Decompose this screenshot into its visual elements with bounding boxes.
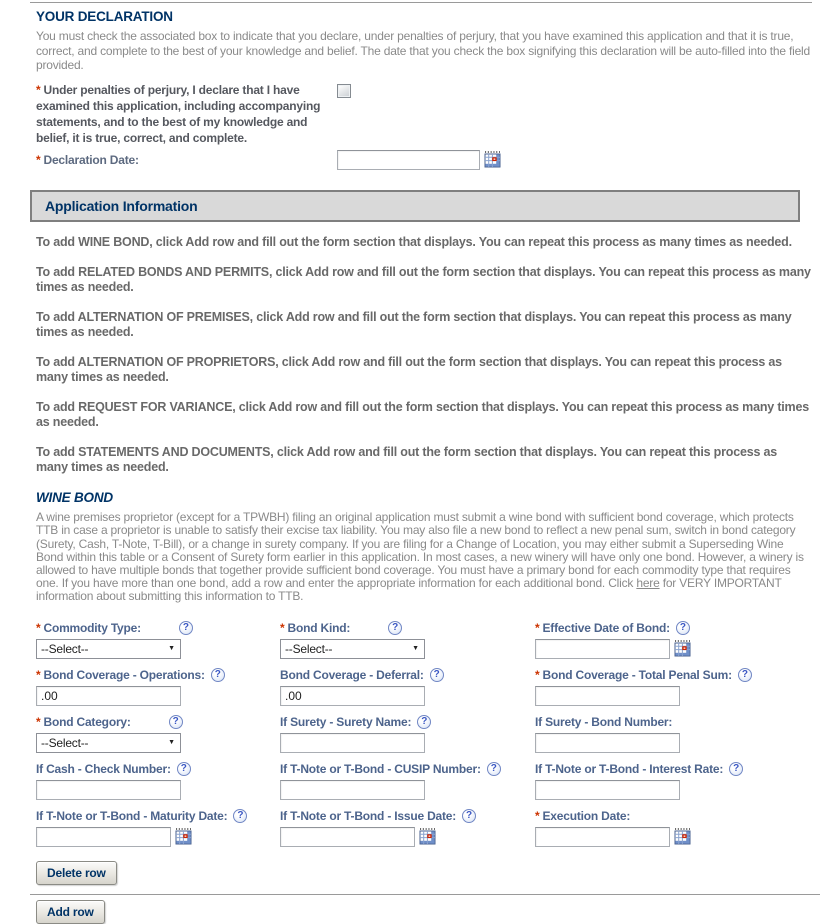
- field-label-text: Bond Category:: [43, 714, 131, 729]
- calendar-icon[interactable]: [674, 828, 691, 845]
- help-icon[interactable]: ?: [729, 762, 743, 776]
- help-icon[interactable]: ?: [417, 715, 431, 729]
- field-label: [535, 761, 812, 777]
- field-label-text: Bond Coverage - Total Penal Sum:: [542, 667, 732, 682]
- perjury-row: [36, 82, 812, 147]
- help-icon[interactable]: ?: [179, 621, 193, 635]
- perjury-label-text: Under penalties of perjury, I declare that I have examined this application, including accompanying statements, and to the best of my knowledge and belief, it is true, correct, and complete.: [36, 82, 321, 146]
- description-text: for VERY IMPORTANT information about submitting this information to TTB.: [36, 576, 782, 604]
- help-icon[interactable]: ?: [487, 762, 501, 776]
- required-marker: *: [36, 667, 41, 682]
- bond-category-select[interactable]: [36, 733, 181, 753]
- declaration-title: YOUR DECLARATION: [36, 9, 173, 24]
- select-value: --Select--: [41, 735, 89, 750]
- wine-bond-section: [36, 490, 812, 923]
- interest-rate-input[interactable]: [535, 780, 680, 800]
- field-effective-date-of-bond: [535, 620, 812, 659]
- application-information-section: [36, 190, 812, 475]
- help-icon[interactable]: ?: [177, 762, 191, 776]
- declaration-date-row: [36, 150, 812, 170]
- dropdown-arrow-icon: ▼: [168, 645, 175, 653]
- field-bond-coverage-deferral: [280, 667, 535, 706]
- instruction-request-variance: To add REQUEST FOR VARIANCE, click Add row and fill out the form section that displays. You can repeat this process as many times as needed.: [36, 400, 809, 429]
- help-icon[interactable]: ?: [738, 668, 752, 682]
- field-maturity-date: [36, 808, 280, 847]
- calendar-icon[interactable]: [419, 828, 436, 845]
- field-cash-check-number: [36, 761, 280, 800]
- calendar-icon[interactable]: [674, 640, 691, 657]
- field-label: [535, 808, 812, 824]
- field-label: [280, 761, 535, 777]
- field-interest-rate: [535, 761, 812, 800]
- field-bond-kind: [280, 620, 535, 659]
- wine-bond-form: [36, 620, 812, 847]
- field-cusip-number: [280, 761, 535, 800]
- required-marker: *: [280, 620, 285, 635]
- help-icon[interactable]: ?: [462, 809, 476, 823]
- field-label-text: If Surety - Bond Number:: [535, 714, 673, 729]
- help-icon[interactable]: ?: [233, 809, 247, 823]
- field-bond-coverage-operations: [36, 667, 280, 706]
- calendar-icon[interactable]: [175, 828, 192, 845]
- field-label-text: Commodity Type:: [43, 620, 141, 635]
- form-row-4: [36, 761, 812, 800]
- declaration-intro: You must check the associated box to indicate that you declare, under penalties of perjury, that you have examined this application and that it is true, correct, and complete to the best of your knowledge and belief. The date that you check the box signifying this declaration will be auto-filled into the field provided.: [36, 29, 810, 72]
- field-label: [280, 667, 535, 683]
- help-icon[interactable]: ?: [169, 715, 183, 729]
- here-link[interactable]: here: [636, 576, 660, 591]
- execution-date-input[interactable]: [535, 827, 670, 847]
- field-label: [36, 714, 280, 730]
- field-label-text: If T-Note or T-Bond - Maturity Date:: [36, 808, 228, 823]
- field-label: [36, 761, 280, 777]
- form-row-1: [36, 620, 812, 659]
- effective-date-of-bond-input[interactable]: [535, 639, 670, 659]
- field-label-text: If T-Note or T-Bond - Interest Rate:: [535, 761, 724, 776]
- calendar-icon[interactable]: [484, 151, 501, 168]
- dropdown-arrow-icon: ▼: [168, 739, 175, 747]
- declaration-date-input[interactable]: [337, 150, 480, 170]
- instruction-statements-documents: To add STATEMENTS AND DOCUMENTS, click Add row and fill out the form section that displays. You can repeat this process as many times as needed.: [36, 445, 777, 474]
- field-label: [280, 714, 535, 730]
- field-label: [280, 620, 535, 636]
- perjury-label: [36, 82, 337, 147]
- field-label: [280, 808, 535, 824]
- add-row-button[interactable]: Add row: [36, 900, 105, 924]
- help-icon[interactable]: ?: [388, 621, 402, 635]
- application-information-header: Application Information: [30, 190, 800, 222]
- add-row-wrap: [36, 900, 812, 924]
- field-label-text: Bond Kind:: [287, 620, 351, 635]
- instructions-list: [36, 235, 812, 475]
- select-value: --Select--: [41, 641, 89, 656]
- maturity-date-input[interactable]: [36, 827, 171, 847]
- required-marker: *: [535, 620, 540, 635]
- delete-row-button[interactable]: Delete row: [36, 861, 117, 885]
- help-icon[interactable]: ?: [211, 668, 225, 682]
- surety-name-input[interactable]: [280, 733, 425, 753]
- required-marker: *: [535, 808, 540, 823]
- your-declaration-section: [36, 9, 812, 170]
- required-marker: *: [36, 152, 41, 167]
- wine-bond-title: WINE BOND: [36, 490, 113, 506]
- form-row-2: [36, 667, 812, 706]
- instruction-alternation-premises: To add ALTERNATION OF PREMISES, click Add row and fill out the form section that displays. You can repeat this process as many times as needed.: [36, 310, 792, 339]
- cash-check-number-input[interactable]: [36, 780, 181, 800]
- bond-coverage-total-penal-sum-input[interactable]: [535, 686, 680, 706]
- perjury-checkbox[interactable]: [337, 84, 351, 98]
- required-marker: *: [535, 667, 540, 682]
- dropdown-arrow-icon: ▼: [412, 645, 419, 653]
- cusip-number-input[interactable]: [280, 780, 425, 800]
- instruction-alternation-proprietors: To add ALTERNATION OF PROPRIETORS, click Add row and fill out the form section that displays. You can repeat this process as many times as needed.: [36, 355, 782, 384]
- field-label-text: Bond Coverage - Deferral:: [280, 667, 424, 682]
- field-label-text: Bond Coverage - Operations:: [43, 667, 205, 682]
- required-marker: *: [36, 82, 41, 97]
- bond-coverage-operations-input[interactable]: [36, 686, 181, 706]
- instruction-related-bonds: To add RELATED BONDS AND PERMITS, click Add row and fill out the form section that displays. You can repeat this process as many times as needed.: [36, 265, 811, 294]
- field-label: [535, 667, 812, 683]
- field-label-text: If T-Note or T-Bond - CUSIP Number:: [280, 761, 481, 776]
- commodity-type-select[interactable]: [36, 639, 181, 659]
- field-surety-bond-number: [535, 714, 812, 753]
- field-label: [535, 714, 812, 730]
- field-label-text: If T-Note or T-Bond - Issue Date:: [280, 808, 457, 823]
- field-label-text: Execution Date:: [542, 808, 631, 823]
- field-label: [36, 620, 280, 636]
- row-divider: [30, 894, 820, 895]
- field-execution-date: [535, 808, 812, 847]
- delete-row-wrap: [36, 861, 812, 885]
- page-content: [0, 9, 820, 924]
- issue-date-input[interactable]: [280, 827, 415, 847]
- select-value: --Select--: [285, 641, 333, 656]
- field-label-text: Effective Date of Bond:: [542, 620, 670, 635]
- field-label: [36, 808, 280, 824]
- field-label-text: If Cash - Check Number:: [36, 761, 171, 776]
- field-label: [535, 620, 812, 636]
- field-commodity-type: [36, 620, 280, 659]
- help-icon[interactable]: ?: [676, 621, 690, 635]
- instruction-wine-bond: To add WINE BOND, click Add row and fill out the form section that displays. You can repeat this process as many times as needed.: [36, 234, 792, 249]
- declaration-date-label-text: Declaration Date:: [43, 152, 139, 167]
- bond-kind-select[interactable]: [280, 639, 425, 659]
- bond-coverage-deferral-input[interactable]: [280, 686, 425, 706]
- wine-bond-description: [36, 511, 812, 603]
- required-marker: *: [36, 714, 41, 729]
- required-marker: *: [36, 620, 41, 635]
- form-row-5: [36, 808, 812, 847]
- form-row-3: [36, 714, 812, 753]
- help-icon[interactable]: ?: [430, 668, 444, 682]
- description-text: A wine premises proprietor (except for a TPWBH) filing an original application must submit a wine bond with sufficient bond coverage, which protects TTB in case a proprietor is unable to satisfy their excise tax liability. You may also file a new bond to reflect a new penal sum, switch in bond category (Surety, Cash, T-Note, T-Bill), or a change in surety company. If you are filing for a Change of Location, you may either submit a Superseding Wine Bond within this table or a Consent of Surety form earlier in this application. In most cases, a new winery will have only one bond. However, a winery is allowed to have multiple bonds that together provide sufficient bond coverage. You must have a primary bond for each commodity type that requires one. If you have more than one bond, add a row and enter the appropriate information for each additional bond. Click: [36, 510, 804, 591]
- field-label-text: If Surety - Surety Name:: [280, 714, 412, 729]
- surety-bond-number-input[interactable]: [535, 733, 680, 753]
- field-bond-coverage-total-penal-sum: [535, 667, 812, 706]
- field-surety-name: [280, 714, 535, 753]
- declaration-date-label: [36, 153, 337, 167]
- top-divider: [30, 2, 812, 3]
- field-issue-date: [280, 808, 535, 847]
- field-bond-category: [36, 714, 280, 753]
- field-label: [36, 667, 280, 683]
